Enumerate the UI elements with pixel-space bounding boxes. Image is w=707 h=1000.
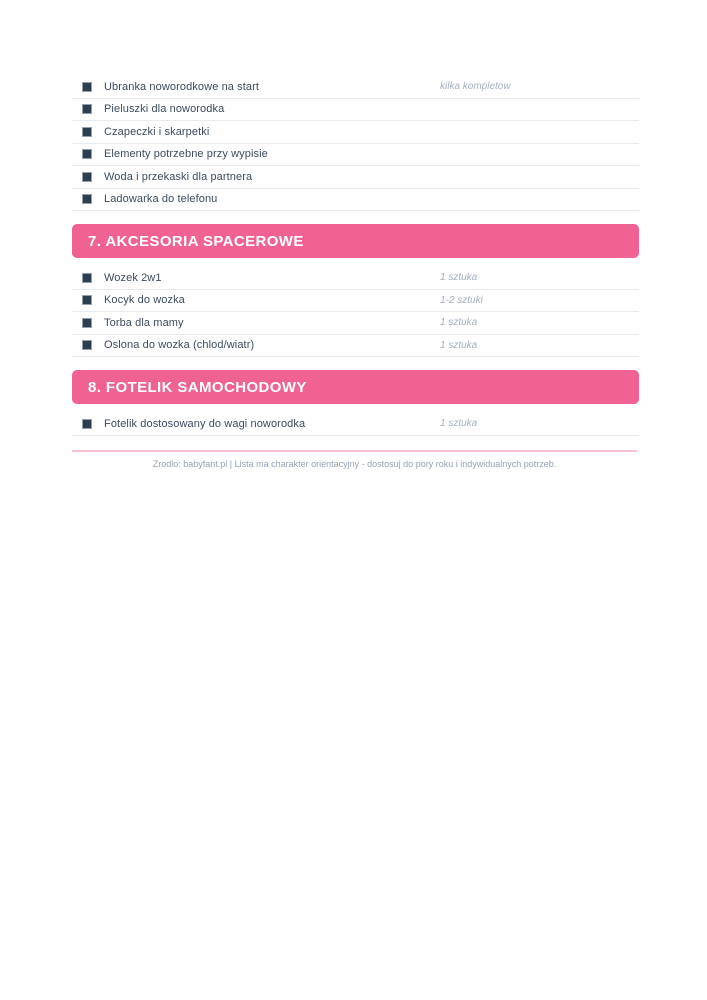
- item-quantity: 1-2 sztuki: [440, 294, 483, 306]
- footer-source-note: Zrodlo: babyfant.pl | Lista ma charakter orientacyjny - dostosuj do pory roku i indywidualnych potrzeb.: [152, 458, 557, 469]
- section-title: 8. FOTELIK SAMOCHODOWY: [88, 378, 307, 396]
- section-title: 7. AKCESORIA SPACEROWE: [88, 232, 304, 250]
- item-label: Ubranka noworodkowe na start: [104, 80, 260, 93]
- item-label: Elementy potrzebne przy wypisie: [104, 148, 268, 161]
- footer-divider: [72, 450, 637, 452]
- item-quantity: 1 sztuka: [440, 272, 478, 284]
- checklist-item: [72, 144, 639, 167]
- item-label: Czapeczki i skarpetki: [104, 125, 210, 138]
- section-continued: [72, 76, 639, 211]
- item-label: Kocyk do wozka: [104, 294, 185, 307]
- item-label: Wozek 2w1: [104, 271, 162, 284]
- checklist-item: [72, 166, 639, 189]
- section-fotelik-samochodowy: [72, 413, 639, 436]
- checkbox-square-icon: [82, 194, 92, 204]
- checkbox-square-icon: [82, 295, 92, 305]
- item-quantity: kilka kompletow: [440, 81, 511, 93]
- item-quantity: 1 sztuka: [440, 317, 478, 329]
- checklist-content: [72, 76, 639, 469]
- item-label: Oslona do wozka (chlod/wiatr): [104, 339, 255, 352]
- checklist-item: [72, 413, 639, 436]
- checkbox-square-icon: [82, 82, 92, 92]
- checkbox-square-icon: [82, 419, 92, 429]
- checklist-item: [72, 290, 639, 313]
- checklist-item: [72, 76, 639, 99]
- item-label: Pieluszki dla noworodka: [104, 103, 225, 116]
- checklist-item: [72, 121, 639, 144]
- section-header-fotelik-samochodowy: [72, 370, 639, 404]
- checkbox-square-icon: [82, 318, 92, 328]
- checklist-item: [72, 335, 639, 358]
- checkbox-square-icon: [82, 340, 92, 350]
- checkbox-square-icon: [82, 273, 92, 283]
- checkbox-square-icon: [82, 149, 92, 159]
- item-label: Torba dla mamy: [104, 316, 184, 329]
- checkbox-square-icon: [82, 172, 92, 182]
- checkbox-square-icon: [82, 104, 92, 114]
- item-label: Fotelik dostosowany do wagi noworodka: [104, 417, 306, 430]
- item-quantity: 1 sztuka: [440, 339, 478, 351]
- checklist-item: [72, 99, 639, 122]
- section-header-akcesoria-spacerowe: [72, 224, 639, 258]
- checklist-item: [72, 312, 639, 335]
- section-akcesoria-spacerowe: [72, 267, 639, 357]
- item-label: Ladowarka do telefonu: [104, 193, 218, 206]
- checkbox-square-icon: [82, 127, 92, 137]
- checklist-item: [72, 189, 639, 212]
- item-label: Woda i przekaski dla partnera: [104, 170, 253, 183]
- checklist-item: [72, 267, 639, 290]
- item-quantity: 1 sztuka: [440, 418, 478, 430]
